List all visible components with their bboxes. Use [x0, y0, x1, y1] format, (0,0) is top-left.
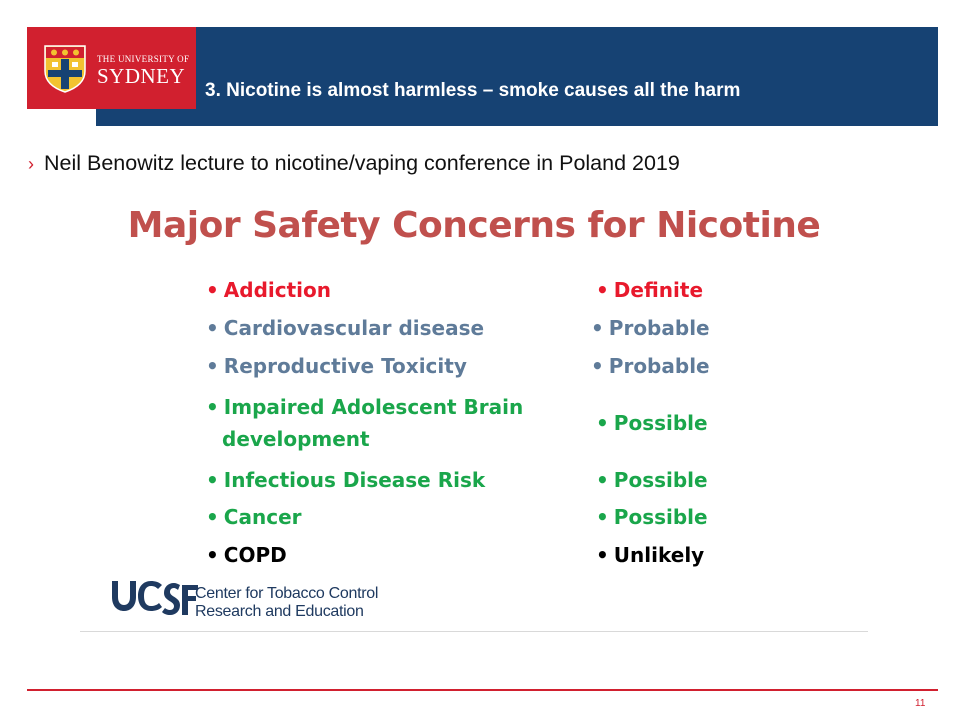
level-cardiovascular: • Probable: [591, 316, 710, 340]
embedded-slide-title: Major Safety Concerns for Nicotine: [127, 205, 821, 246]
level-adolescent-brain: • Possible: [596, 411, 708, 435]
level-addiction: • Definite: [596, 278, 704, 302]
level-reproductive: • Probable: [591, 354, 710, 378]
level-cancer: • Possible: [596, 505, 708, 529]
university-logo: [27, 27, 196, 109]
concern-adolescent-brain-line2: development: [222, 427, 370, 451]
footer-divider: [27, 689, 938, 691]
page-number: 11: [915, 698, 926, 709]
slide-header-title: 3. Nicotine is almost harmless – smoke causes all the harm: [205, 80, 741, 101]
ucsf-logo-icon: [110, 577, 200, 617]
logo-big-text: SYDNEY: [97, 64, 186, 88]
crest-icon: [42, 43, 88, 93]
embedded-slide-image: [80, 195, 868, 635]
concern-adolescent-brain: • Impaired Adolescent Brain: [206, 395, 524, 419]
concern-copd: • COPD: [206, 543, 287, 567]
concern-reproductive: • Reproductive Toxicity: [206, 354, 467, 378]
embedded-bottom-divider: [80, 631, 868, 632]
level-copd: • Unlikely: [596, 543, 705, 567]
chevron-right-icon: ›: [28, 154, 34, 174]
bullet-text: Neil Benowitz lecture to nicotine/vaping conference in Poland 2019: [44, 151, 680, 175]
bullet-point: [28, 151, 680, 176]
level-infectious: • Possible: [596, 468, 708, 492]
logo-small-text: THE UNIVERSITY OF: [97, 54, 190, 64]
concern-cancer: • Cancer: [206, 505, 302, 529]
header-bar: [96, 27, 938, 126]
concern-cardiovascular: • Cardiovascular disease: [206, 316, 485, 340]
concern-infectious: • Infectious Disease Risk: [206, 468, 486, 492]
ucsf-center-name: Center for Tobacco Control Research and Education: [195, 585, 379, 620]
concern-addiction: • Addiction: [206, 278, 332, 302]
